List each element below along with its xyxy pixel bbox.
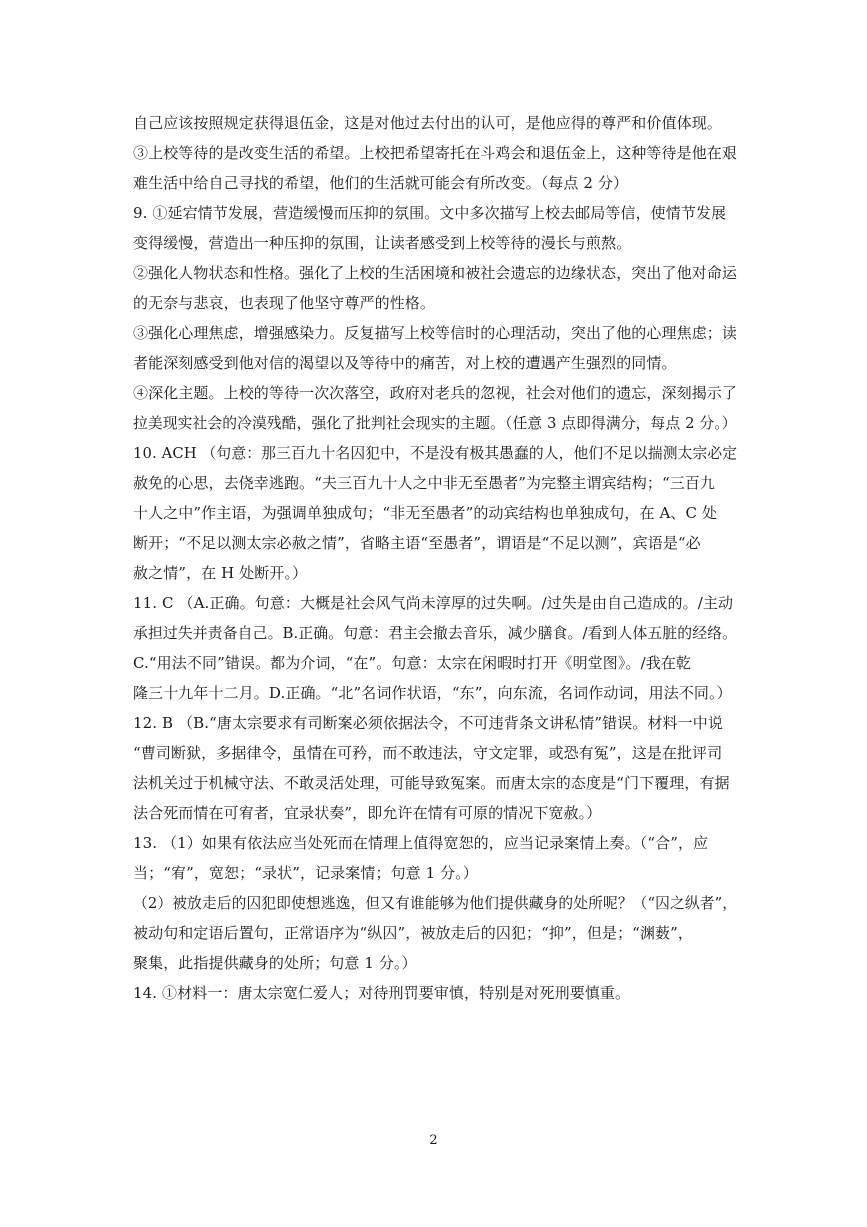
text-line: 被动句和定语后置句，正常语序为“纵囚”，被放走后的囚犯；“抑”，但是；“渊薮”，	[133, 924, 694, 942]
text-line: 9. ①延宕情节发展，营造缓慢而压抑的氛围。文中多次描写上校去邮局等信，使情节发展	[133, 204, 727, 222]
page-number: 2	[429, 1133, 438, 1148]
text-line: 11. C （A.正确。句意：大概是社会风气尚未淳厚的过失啊。/过失是由自己造成的。/主动	[133, 594, 734, 612]
text-line: 承担过失并责备自己。B.正确。句意：君主会撤去音乐，减少膳食。/看到人体五脏的经络。	[133, 624, 738, 642]
text-line: 变得缓慢，营造出一种压抑的氛围，让读者感受到上校等待的漫长与煎熬。	[133, 234, 632, 252]
text-line: “曹司断狱，多据律令，虽情在可矜，而不敢违法，守文定罪，或恐有冤”，这是在批评司	[133, 744, 723, 762]
text-line: 的无奈与悲哀，也表现了他坚守尊严的性格。	[133, 294, 436, 312]
text-line: （2）被放走后的囚犯即使想逃逸，但又有谁能够为他们提供藏身的处所呢？（“囚之纵者”，	[133, 894, 738, 912]
text-line: C.“用法不同”错误。都为介词，“在”。句意：太宗在闲暇时打开《明堂图》。/我在乾	[133, 654, 692, 672]
text-line: 断开；“不足以测太宗必赦之情”，省略主语“至愚者”，谓语是“不足以测”，宾语是“必	[133, 534, 701, 552]
text-line: 十人之中”作主语，为强调单独成句；“非无至愚者”的动宾结构也单独成句，在 A、C 处	[133, 504, 718, 522]
answer-text-body	[133, 108, 737, 1008]
text-line: 赦免的心思，去侥幸逃跑。“夫三百九十人之中非无至愚者”为完整主谓宾结构；“三百九	[133, 474, 716, 492]
text-line: ④深化主题。上校的等待一次次落空，政府对老兵的忽视，社会对他们的遗忘，深刻揭示了	[133, 384, 738, 402]
text-line: 法合死而情在可宥者，宜录状奏”，即允许在情有可原的情况下宽赦。）	[133, 804, 602, 822]
text-line: 拉美现实社会的冷漠残酷，强化了批判社会现实的主题。（任意 3 点即得满分，每点 2 分。）	[133, 414, 737, 432]
text-line: 法机关过于机械守法、不敢灵活处理，可能导致冤案。而唐太宗的态度是“门下覆理，有据	[133, 774, 730, 792]
text-line: 13. （1）如果有依法应当处死而在情理上值得宽恕的，应当记录案情上奏。（“合”，应	[133, 834, 709, 852]
text-line: 赦之情”，在 H 处断开。）	[133, 564, 308, 582]
text-line: 14. ①材料一：唐太宗宽仁爱人；对待刑罚要审慎，特别是对死刑要慎重。	[133, 984, 631, 1002]
text-line: 难生活中给自己寻找的希望，他们的生活就可能会有所改变。（每点 2 分）	[133, 174, 629, 192]
text-line: 10. ACH （句意：那三百九十名囚犯中，不是没有极其愚蠢的人，他们不足以揣测太宗必定	[133, 444, 738, 462]
text-line: ③强化心理焦虑，增强感染力。反复描写上校等信时的心理活动，突出了他的心理焦虑；读	[133, 324, 738, 342]
text-line: ②强化人物状态和性格。强化了上校的生活困境和被社会遗忘的边缘状态，突出了他对命运	[133, 264, 738, 282]
text-line: 者能深刻感受到他对信的渴望以及等待中的痛苦，对上校的遭遇产生强烈的同情。	[133, 354, 677, 372]
text-line: 12. B （B.“唐太宗要求有司断案必须依据法令，不可违背条文讲私情”错误。材料一中说	[133, 714, 723, 732]
text-line: 当；“宥”，宽恕；“录状”，记录案情；句意 1 分。）	[133, 864, 478, 882]
text-line: 聚集，此指提供藏身的处所；句意 1 分。）	[133, 954, 417, 972]
text-line: 自己应该按照规定获得退伍金，这是对他过去付出的认可，是他应得的尊严和价值体现。	[133, 114, 722, 132]
text-line: ③上校等待的是改变生活的希望。上校把希望寄托在斗鸡会和退伍金上，这种等待是他在艰	[133, 144, 738, 162]
text-line: 隆三十九年十二月。D.正确。“北”名词作状语，“东”，向东流，名词作动词，用法不同。）	[133, 684, 732, 702]
